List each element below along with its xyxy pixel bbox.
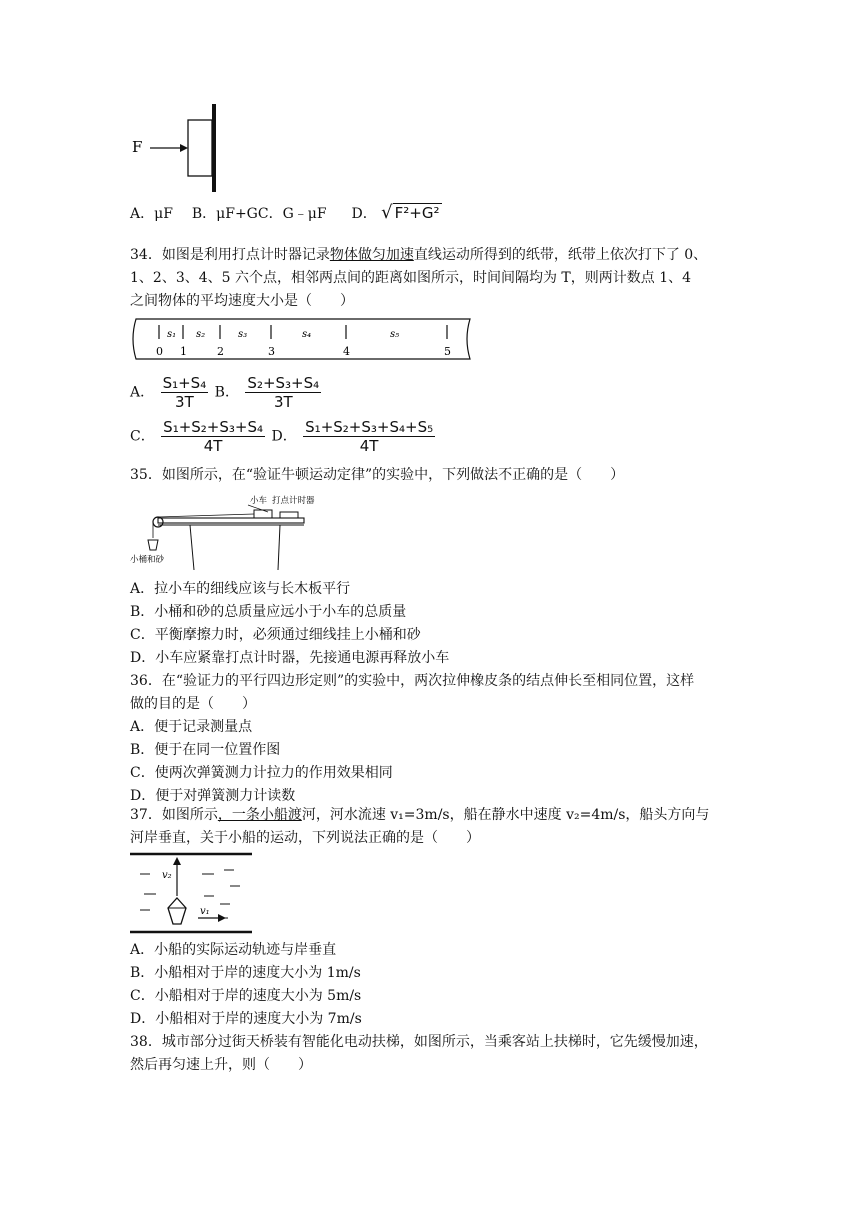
q35-label-timer: 打点计时器 [272, 496, 315, 506]
q33-sqrt-body: F²+G² [394, 204, 440, 222]
q33-option-a: A．μF [130, 206, 173, 222]
q33-figure [128, 100, 228, 195]
q37-boat-icon [168, 898, 186, 924]
q35-option-a: A．拉小车的细线应该与长木板平行 [130, 581, 351, 597]
q35-stem: 35．如图所示，在“验证牛顿运动定律”的实验中，下列做法不正确的是（ ） [130, 467, 625, 483]
q33-block [188, 120, 212, 176]
q36-option-b: B．便于在同一位置作图 [130, 742, 281, 758]
q34-options-cd: C． $\frac{\text{S₁+S₂+S₃+S₄}}{4T}$ D． $\frac{\text{S₁+S₂+S₃+S₄+S₅}}{4T}$ [130, 418, 434, 455]
q34-stem-line2: 1、2、3、4、5 六个点，相邻两点间的距离如图所示，时间间隔均为 T，则两计数点 1、4 [130, 270, 692, 286]
q36-stem-line1: 36．在“验证力的平行四边形定则”的实验中，两次拉伸橡皮条的结点伸长至相同位置，这样 [130, 673, 695, 689]
q37-stem-line2: 河岸垂直，关于小船的运动，下列说法正确的是（ ） [130, 830, 480, 846]
q35-option-b: B．小桶和砂的总质量应远小于小车的总质量 [130, 604, 407, 620]
q34-point-3: 3 [268, 345, 275, 358]
q35-label-bucket: 小桶和砂 [130, 555, 165, 565]
q34-point-5: 5 [444, 345, 451, 358]
q35-label-car: 小车 [250, 496, 268, 506]
q37-v1-arrow-icon [218, 914, 226, 922]
q34-tape-figure [130, 315, 475, 365]
q37-stem-line1: 37．如图所示，一条小船渡河，河水流速 v₁=3m/s，船在静水中速度 v₂=4m/s，船头方向与 [130, 807, 710, 823]
q35-figure [130, 490, 315, 570]
q35-option-d: D．小车应紧靠打点计时器，先接通电源再释放小车 [130, 650, 450, 666]
q34-options-ab: A． $\frac{\text{S₁+S₄}}{3T}$ B． $\frac{\text{S₂+S₃+S₄}}{3T}$ [130, 374, 320, 411]
q37-option-d: D．小船相对于岸的速度大小为 7m/s [130, 1011, 362, 1027]
q37-river-figure [130, 852, 252, 934]
q36-option-c: C．使两次弹簧测力计拉力的作用效果相同 [130, 765, 393, 781]
q37-v1-label: v₁ [200, 906, 210, 917]
q34-segment-s3: s₃ [238, 329, 248, 340]
q33-option-d-label: D． [351, 206, 377, 222]
q34-segment-s2: s₂ [196, 329, 206, 340]
q37-option-b: B．小船相对于岸的速度大小为 1m/s [130, 965, 361, 981]
q38-stem-line1: 38．城市部分过街天桥装有智能化电动扶梯，如图所示，当乘客站上扶梯时，它先缓慢加速， [130, 1034, 708, 1050]
q34-stem-line3: 之间物体的平均速度大小是（ ） [130, 293, 354, 309]
q34-option-d-fraction: $\frac{\text{S₁+S₂+S₃+S₄+S₅}}{4T}$ [305, 418, 434, 455]
q35-option-c: C．平衡摩擦力时，必须通过细线挂上小桶和砂 [130, 627, 421, 643]
q37-option-a: A．小船的实际运动轨迹与岸垂直 [130, 942, 337, 958]
q36-option-a: A．便于记录测量点 [130, 719, 253, 735]
q38-stem-line2: 然后再匀速上升，则（ ） [130, 1057, 312, 1073]
q34-option-b-fraction: $\frac{\text{S₂+S₃+S₄}}{3T}$ [247, 374, 320, 411]
q34-option-c-fraction: $\frac{\text{S₁+S₂+S₃+S₄}}{4T}$ [163, 418, 264, 455]
q33-arrow-icon [180, 144, 188, 152]
q33-wall [212, 104, 216, 192]
q35-bucket-icon [148, 540, 158, 550]
q33-option-b: B．μF+GC．G﹣μF [191, 206, 327, 222]
q37-v2-arrow-icon [173, 857, 181, 865]
q34-option-a-fraction: $\frac{\text{S₁+S₄}}{3T}$ [162, 374, 207, 411]
q34-segment-s5: s₅ [390, 329, 400, 340]
q34-point-0: 0 [156, 345, 163, 358]
q34-stem-line1: 34．如图是利用打点计时器记录物体做匀加速直线运动所得到的纸带，纸带上依次打下了 0、 [130, 247, 708, 263]
q34-segment-s4: s₄ [302, 329, 312, 340]
q33-options [130, 204, 442, 223]
q34-point-4: 4 [343, 345, 350, 358]
q37-v2-label: v₂ [162, 870, 172, 881]
q33-force-label: F [132, 138, 143, 156]
q37-option-c: C．小船相对于岸的速度大小为 5m/s [130, 988, 362, 1004]
q36-option-d: D．便于对弹簧测力计读数 [130, 788, 296, 804]
q36-stem-line2: 做的目的是（ ） [130, 696, 256, 712]
q33-sqrt-symbol: √ [381, 202, 393, 223]
q37-underlined: ，一条小船渡 [217, 807, 302, 823]
q34-segment-s1: s₁ [167, 329, 177, 340]
q34-point-2: 2 [217, 345, 224, 358]
q34-point-1: 1 [180, 345, 187, 358]
q34-underlined: 物体做匀加速 [329, 247, 414, 263]
